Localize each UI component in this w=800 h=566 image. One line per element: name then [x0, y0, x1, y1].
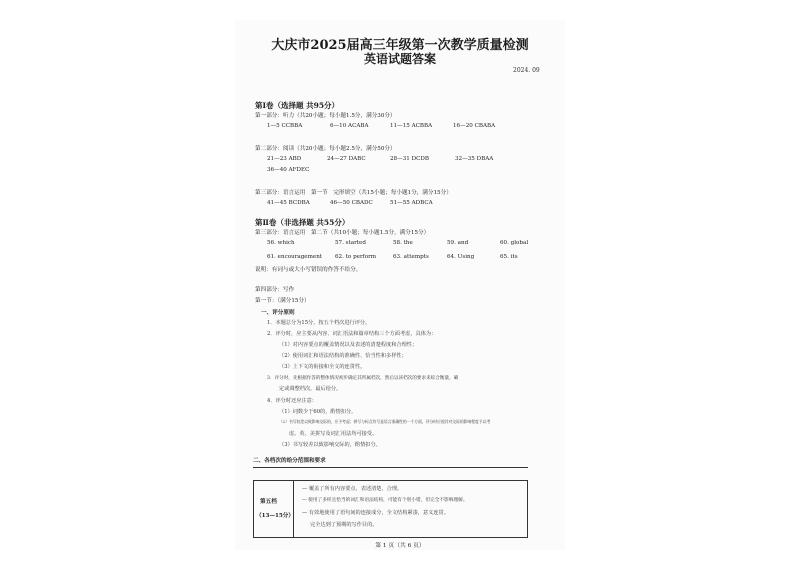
level-requirement: — 覆盖了所有内容要点，表述清楚、合理。 — [302, 486, 403, 492]
rule-line: 4．评分时还应注意： — [267, 398, 317, 404]
part2-answer: 28—31 DCDB — [390, 156, 429, 162]
part3-title: 第三部分：语言运用 第一节 完形填空（共15小题；每小题1分，满分15分） — [255, 190, 452, 196]
rule-line: 3．评分时，先根据作答的整体情况初步确定其所属档次，然后以该档次的要求来综合衡量，确 — [267, 376, 459, 381]
fill-answer: 59. and — [447, 240, 469, 246]
part3-answer: 46—50 CBADC — [330, 200, 373, 206]
fill-answer: 63. attempts — [393, 254, 429, 260]
fill-answer: 57. started — [335, 240, 366, 246]
part2-title: 第二部分：阅读（共20小题；每小题2.5分，满分50分） — [255, 146, 396, 152]
level-requirement: — 有效地使用了语句间的连接成分，全文结构紧凑，意义连贯。 — [302, 510, 449, 516]
part3-answer: 41—45 BCDBA — [267, 200, 310, 206]
rule-line: 虑。英、美拼写及词汇用法均可接受。 — [289, 431, 378, 437]
fill-answer: 65. its — [500, 254, 518, 260]
level-requirement: 完全达到了预期的写作目的。 — [310, 522, 378, 528]
rule-line: （1）词数少于60的，酌情扣分。 — [279, 409, 357, 415]
volume1-heading: 第Ⅰ卷（选择题 共95分） — [255, 101, 340, 110]
fill-answer: 64. Using — [447, 254, 475, 260]
rule-line: （2）使用词汇和语法结构的准确性、恰当性和多样性； — [279, 353, 407, 359]
part2-answer: 21—23 ABD — [267, 156, 302, 162]
level-table — [253, 480, 528, 538]
level-label-cell — [254, 481, 294, 537]
divider — [253, 467, 528, 468]
principles-heading: 一、评分原则 — [261, 310, 295, 316]
level-label: 第五档 — [260, 499, 277, 505]
rule-line: （3）上下文的衔接和全文的连贯性。 — [279, 364, 366, 370]
part1-title: 第一部分：听力（共20小题；每小题1.5分，满分30分） — [255, 113, 396, 119]
part1-answer: 6—10 ACABA — [330, 123, 369, 129]
part2-answer: 36—40 AFDEC — [267, 167, 310, 173]
writing-section1: 第一节：（满分15分） — [255, 298, 310, 304]
page-footer: 第 1 页（共 6 页） — [375, 543, 425, 549]
volume2-section-title: 第三部分：语言运用 第二节（共10小题；每小题1.5分，满分15分） — [255, 230, 430, 236]
part1-answer: 16—20 CBABA — [453, 123, 496, 129]
answer-sheet-page — [235, 20, 565, 550]
levels-heading: 二、各档次的给分范围和要求 — [253, 458, 326, 464]
fill-answer: 60. global — [500, 240, 529, 246]
document-date: 2024. 09 — [513, 67, 540, 74]
fill-answer: 56. which — [267, 240, 295, 246]
rule-line: （1）对内容要点的覆盖情况以及表述的清楚程度和合理性； — [279, 342, 418, 348]
part2-answer: 24—27 DABC — [327, 156, 366, 162]
rule-line: 1．本题总分为15分，按五个档次进行评分。 — [267, 320, 371, 326]
document-title: 大庆市2025届高三年级第一次教学质量检测 — [271, 38, 529, 53]
level-range: （13—15分） — [256, 513, 294, 519]
fill-answer: 62. to perform — [335, 254, 377, 260]
part2-answer: 32—35 DBAA — [455, 156, 494, 162]
fill-answer: 61. encouragement — [267, 254, 323, 260]
rule-line: 定或调整档次，最后给分。 — [279, 386, 342, 392]
part3-answer: 51—55 ADBCA — [390, 200, 433, 206]
level-requirement: — 使用了多样且恰当的词汇和语法结构，可能有个别小错，但完全不影响理解。 — [302, 498, 468, 503]
volume2-heading: 第Ⅱ卷（非选择题 共55分） — [255, 218, 350, 227]
rule-line: （3）书写较差以致影响交际的，酌情扣分。 — [279, 442, 381, 448]
rule-line: 2．评分时，应主要从内容、词汇语法和篇章结构三个方面考虑，具体为： — [267, 331, 437, 337]
scoring-note: 说明：有词与或大小写错误的作答不给分。 — [255, 267, 362, 273]
fill-answer: 58. the — [393, 240, 413, 246]
part1-answer: 11—15 ACBBA — [390, 123, 433, 129]
part4-title: 第四部分：写作 — [255, 287, 295, 293]
rule-line: （2）书写较差以致影响交际的，应予考虑；拼写与标点符号是语言准确性的一个方面，评分时应视其对交际的影响程度予以考 — [279, 419, 491, 424]
part1-answer: 1—5 CCBBA — [267, 123, 303, 129]
document-subtitle: 英语试题答案 — [363, 52, 436, 66]
